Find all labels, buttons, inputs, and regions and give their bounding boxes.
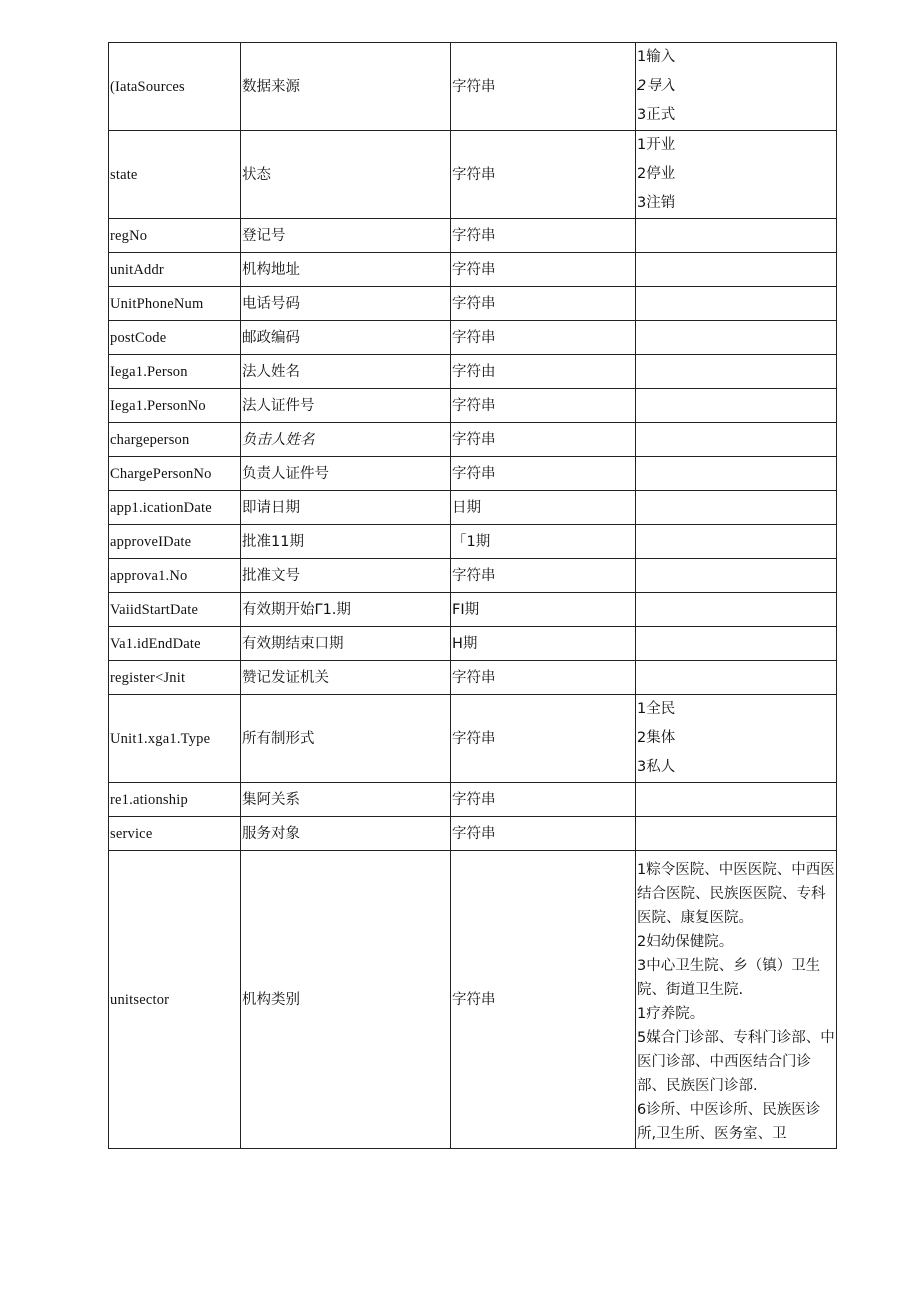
field-type: 字符串 xyxy=(451,287,636,321)
note-line: 3私人 xyxy=(637,759,676,775)
note-line: 6诊所、中医诊所、民族医诊所,卫生所、医务室、卫 xyxy=(637,1102,821,1142)
table-row xyxy=(109,43,837,131)
field-label: 集阿关系 xyxy=(241,783,451,817)
field-name: app1.icationDate xyxy=(109,491,241,525)
table-row xyxy=(109,783,837,817)
field-label: 服务对象 xyxy=(241,817,451,851)
note-line: 5媒合门诊部、专科门诊部、中医门诊部、中西医结合门诊部、民族医门诊部. xyxy=(637,1030,835,1094)
field-type: 字符串 xyxy=(451,423,636,457)
table-row xyxy=(109,817,837,851)
field-label: 法人姓名 xyxy=(241,355,451,389)
table-row xyxy=(109,355,837,389)
note-line: 2停业 xyxy=(637,166,676,182)
field-notes xyxy=(636,817,837,851)
field-name: UnitPhoneNum xyxy=(109,287,241,321)
field-label: 所有制形式 xyxy=(241,695,451,783)
field-label: 有效期开始Γ1.期 xyxy=(241,593,451,627)
field-notes xyxy=(636,783,837,817)
note-line: 3中心卫生院、乡（镇）卫生院、街道卫生院. xyxy=(637,958,821,998)
field-name: approva1.No xyxy=(109,559,241,593)
field-label: 状态 xyxy=(241,131,451,219)
note-line: 2妇幼保健院。 xyxy=(637,934,734,950)
field-notes xyxy=(636,491,837,525)
field-name: postCode xyxy=(109,321,241,355)
field-name: register<Jnit xyxy=(109,661,241,695)
note-line: 1输入 xyxy=(637,49,676,65)
field-type: 字符串 xyxy=(451,851,636,1149)
table-row xyxy=(109,321,837,355)
field-notes xyxy=(636,131,837,219)
field-notes xyxy=(636,525,837,559)
field-label: 机构类别 xyxy=(241,851,451,1149)
field-name: ChargePersonNo xyxy=(109,457,241,491)
field-name: unitAddr xyxy=(109,253,241,287)
table-row xyxy=(109,423,837,457)
field-notes xyxy=(636,695,837,783)
table-row xyxy=(109,627,837,661)
note-line: 3注销 xyxy=(637,195,676,211)
field-label: 负责人证件号 xyxy=(241,457,451,491)
note-line: 1全民 xyxy=(637,701,676,717)
field-definition-table xyxy=(108,42,837,1149)
field-label: 数据来源 xyxy=(241,43,451,131)
field-type: 字符串 xyxy=(451,389,636,423)
field-type: 字符串 xyxy=(451,695,636,783)
field-name: approveIDate xyxy=(109,525,241,559)
table-row xyxy=(109,131,837,219)
field-type: 字符串 xyxy=(451,457,636,491)
field-notes xyxy=(636,219,837,253)
field-name: (IataSources xyxy=(109,43,241,131)
field-name: VaiidStartDate xyxy=(109,593,241,627)
field-label: 批准11期 xyxy=(241,525,451,559)
field-type: 日期 xyxy=(451,491,636,525)
field-notes xyxy=(636,851,837,1149)
field-name: state xyxy=(109,131,241,219)
field-notes xyxy=(636,627,837,661)
table-row xyxy=(109,593,837,627)
field-notes xyxy=(636,43,837,131)
note-line: 3正式 xyxy=(637,107,676,123)
field-label: 机构地址 xyxy=(241,253,451,287)
field-label: 电话号码 xyxy=(241,287,451,321)
note-line: 1开业 xyxy=(637,137,676,153)
table-row xyxy=(109,525,837,559)
field-notes xyxy=(636,457,837,491)
field-label: 负击人姓名 xyxy=(241,423,451,457)
field-type: 字符串 xyxy=(451,783,636,817)
table-row xyxy=(109,559,837,593)
field-type: 字符串 xyxy=(451,559,636,593)
field-name: Iega1.Person xyxy=(109,355,241,389)
field-name: service xyxy=(109,817,241,851)
field-type: 「1期 xyxy=(451,525,636,559)
table-row xyxy=(109,457,837,491)
field-type: 字符串 xyxy=(451,817,636,851)
field-name: Iega1.PersonNo xyxy=(109,389,241,423)
field-type: 字符串 xyxy=(451,43,636,131)
field-label: 赞记发证机关 xyxy=(241,661,451,695)
field-name: regNo xyxy=(109,219,241,253)
field-name: chargeperson xyxy=(109,423,241,457)
field-label: 登记号 xyxy=(241,219,451,253)
field-name: re1.ationship xyxy=(109,783,241,817)
table-row xyxy=(109,389,837,423)
field-type: 字符串 xyxy=(451,131,636,219)
field-name: unitsector xyxy=(109,851,241,1149)
table-row xyxy=(109,287,837,321)
table-row xyxy=(109,219,837,253)
field-type: H期 xyxy=(451,627,636,661)
field-type: 字符串 xyxy=(451,219,636,253)
note-line: 1疗养院。 xyxy=(637,1006,705,1022)
field-label: 有效期结束口期 xyxy=(241,627,451,661)
field-notes xyxy=(636,593,837,627)
field-notes xyxy=(636,661,837,695)
field-notes xyxy=(636,389,837,423)
table-row xyxy=(109,491,837,525)
table-row xyxy=(109,851,837,1149)
field-name: Unit1.xga1.Type xyxy=(109,695,241,783)
field-type: FI期 xyxy=(451,593,636,627)
field-label: 即请日期 xyxy=(241,491,451,525)
field-notes xyxy=(636,287,837,321)
field-type: 字符由 xyxy=(451,355,636,389)
note-line: 1粽令医院、中医医院、中西医结合医院、民族医医院、专科医院、康复医院。 xyxy=(637,862,835,926)
field-label: 邮政编码 xyxy=(241,321,451,355)
note-line: 2导入 xyxy=(637,78,676,94)
table-row xyxy=(109,695,837,783)
field-type: 字符串 xyxy=(451,661,636,695)
field-notes xyxy=(636,355,837,389)
field-type: 字符串 xyxy=(451,253,636,287)
field-type: 字符串 xyxy=(451,321,636,355)
table-row xyxy=(109,661,837,695)
field-notes xyxy=(636,423,837,457)
note-line: 2集体 xyxy=(637,730,676,746)
field-notes xyxy=(636,321,837,355)
field-label: 批准文号 xyxy=(241,559,451,593)
field-notes xyxy=(636,559,837,593)
field-label: 法人证件号 xyxy=(241,389,451,423)
field-name: Va1.idEndDate xyxy=(109,627,241,661)
field-notes xyxy=(636,253,837,287)
table-row xyxy=(109,253,837,287)
